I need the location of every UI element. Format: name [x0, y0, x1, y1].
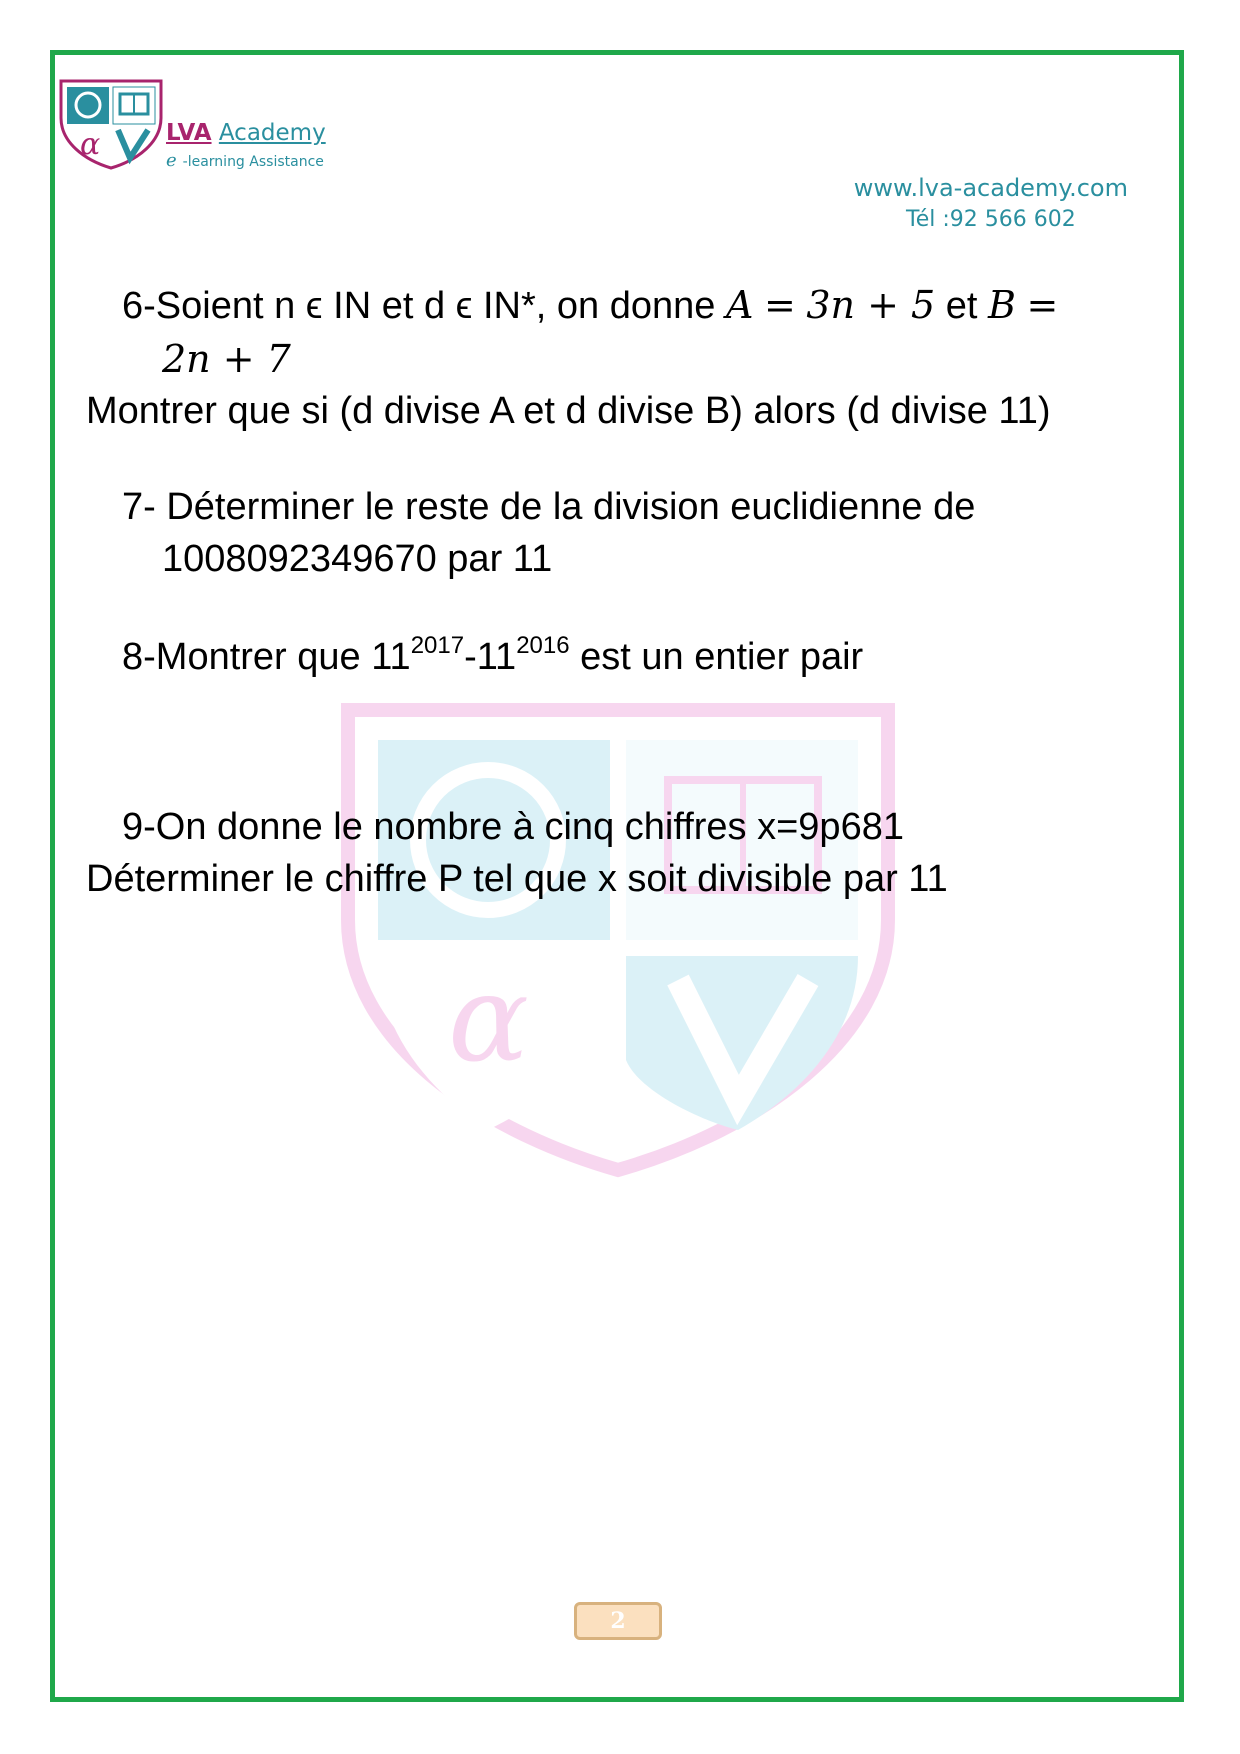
q6-statement: Montrer que si (d divise A et d divise B) alors (d divise 11)	[86, 390, 1051, 432]
tagline-e: e	[166, 150, 177, 171]
q7-line-1: 7- Déterminer le reste de la division euclidienne de	[122, 486, 976, 528]
brand-academy: Academy	[218, 120, 326, 146]
q6-var-A: A	[725, 283, 754, 327]
q6-expr-1: 3n + 5	[806, 283, 936, 327]
lva-academy-logo-icon	[58, 78, 164, 170]
q8-exp-2: 2016	[516, 632, 570, 659]
q8-mid: -11	[464, 636, 517, 678]
q6-intro	[122, 283, 1059, 327]
q8-statement	[122, 632, 864, 678]
website-link[interactable]: www.lva-academy.com	[853, 174, 1128, 202]
brand-block	[166, 120, 326, 171]
phone-number: Tél :92 566 602	[906, 207, 1076, 232]
page-number-badge: 2	[574, 1602, 662, 1640]
q6-var-B: B	[988, 283, 1016, 327]
q6-equals-1: =	[763, 283, 796, 327]
q9-line-1: 9-On donne le nombre à cinq chiffres x=9p681	[122, 806, 904, 848]
brand-tagline	[166, 150, 326, 171]
q6-expr-2: 2n + 7	[162, 337, 291, 381]
tagline-text: -learning Assistance	[182, 154, 324, 170]
q7-line-2: 1008092349670 par 11	[162, 538, 553, 580]
q8-suffix: est un entier pair	[569, 636, 864, 678]
brand-name	[166, 120, 326, 146]
q6-equals-2: =	[1026, 283, 1059, 327]
svg-text:α: α	[80, 127, 101, 162]
q8-prefix: 8-Montrer que 11	[122, 636, 411, 678]
q6-et: et	[945, 285, 978, 327]
q6-text: 6-Soient n ϵ IN et d ϵ IN*, on donne	[122, 285, 716, 327]
contact-block	[854, 172, 1128, 236]
q8-exp-1: 2017	[410, 632, 465, 659]
watermark-shield-icon	[338, 700, 898, 1180]
q9-line-2: Déterminer le chiffre P tel que x soit divisible par 11	[86, 858, 948, 900]
svg-text:α: α	[448, 950, 530, 1089]
brand-lva: LVA	[166, 120, 212, 146]
